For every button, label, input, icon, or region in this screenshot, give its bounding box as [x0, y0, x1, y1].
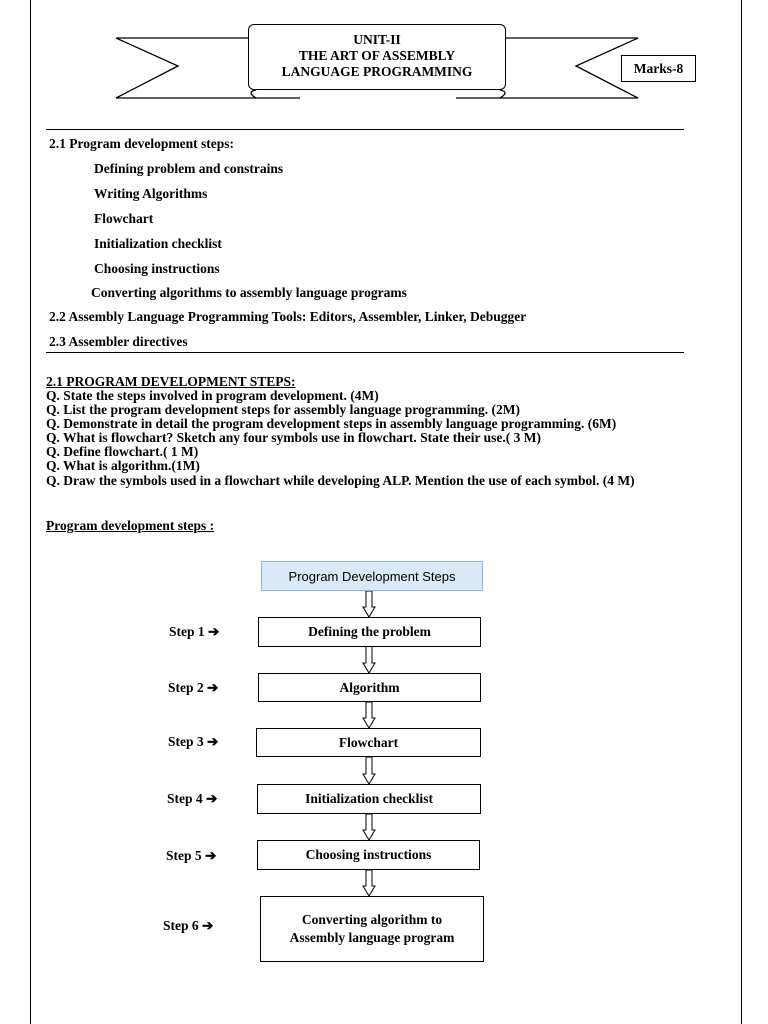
step-label: Step 4 ➔	[167, 791, 218, 806]
question-item: Q. What is algorithm.(1M)	[46, 458, 200, 473]
down-arrow-icon	[363, 757, 375, 784]
step-label: Step 6 ➔	[163, 918, 214, 933]
down-arrow-icon	[363, 591, 375, 617]
unit-label: UNIT-II	[353, 32, 401, 47]
syllabus-sub-item: Flowchart	[94, 211, 154, 226]
down-arrow-icon	[363, 702, 375, 728]
question-item: Q. Demonstrate in detail the program development steps in assembly language programming. (6M)	[46, 416, 617, 431]
step-box-algorithm: Algorithm	[258, 673, 481, 702]
question-item: Q. What is flowchart? Sketch any four symbols use in flowchart. State their use.( 3 M)	[46, 430, 541, 445]
step-box-line: Converting algorithm to	[301, 912, 443, 927]
diagram-title-box: Program Development Steps	[261, 561, 483, 591]
unit-title-line2: LANGUAGE PROGRAMMING	[281, 64, 473, 79]
step-box-choosing-instructions: Choosing instructions	[257, 840, 480, 870]
syllabus-sub-item: Initialization checklist	[94, 236, 222, 251]
syllabus-section-1: 2.1 Program development steps:	[49, 136, 234, 151]
step-label: Step 2 ➔	[168, 680, 219, 695]
question-item: Q. Define flowchart.( 1 M)	[46, 444, 199, 459]
question-item: Q. State the steps involved in program development. (4M)	[46, 388, 379, 403]
syllabus-sub-item: Converting algorithms to assembly language programs	[91, 285, 407, 300]
question-item: Q. Draw the symbols used in a flowchart while developing ALP. Mention the use of each symbol. (4 M)	[46, 473, 635, 488]
syllabus-sub-item: Writing Algorithms	[94, 186, 208, 201]
syllabus-sub-item: Choosing instructions	[94, 261, 220, 276]
down-arrow-icon	[363, 814, 375, 840]
marks-badge: Marks-8	[621, 55, 696, 82]
step-box-converting-algorithm	[260, 896, 484, 962]
syllabus-section-3: 2.3 Assembler directives	[49, 334, 188, 349]
step-label: Step 5 ➔	[166, 848, 217, 863]
syllabus-sub-item: Defining problem and constrains	[94, 161, 284, 176]
step-box-flowchart: Flowchart	[256, 728, 481, 757]
step-box-defining-problem: Defining the problem	[258, 617, 481, 647]
questions-heading: 2.1 PROGRAM DEVELOPMENT STEPS:	[46, 374, 296, 389]
step-label: Step 3 ➔	[168, 734, 219, 749]
down-arrow-icon	[363, 870, 375, 896]
syllabus-section-2: 2.2 Assembly Language Programming Tools: Editors, Assembler, Linker, Debugger	[49, 309, 527, 324]
step-box-initialization: Initialization checklist	[257, 784, 481, 814]
step-label: Step 1 ➔	[169, 624, 220, 639]
step-box-line: Assembly language program	[289, 930, 455, 945]
question-item: Q. List the program development steps for assembly language programming. (2M)	[46, 402, 520, 417]
down-arrow-icon	[363, 646, 375, 673]
unit-title-line1: THE ART OF ASSEMBLY	[298, 48, 456, 63]
diagram-heading: Program development steps :	[46, 518, 215, 533]
